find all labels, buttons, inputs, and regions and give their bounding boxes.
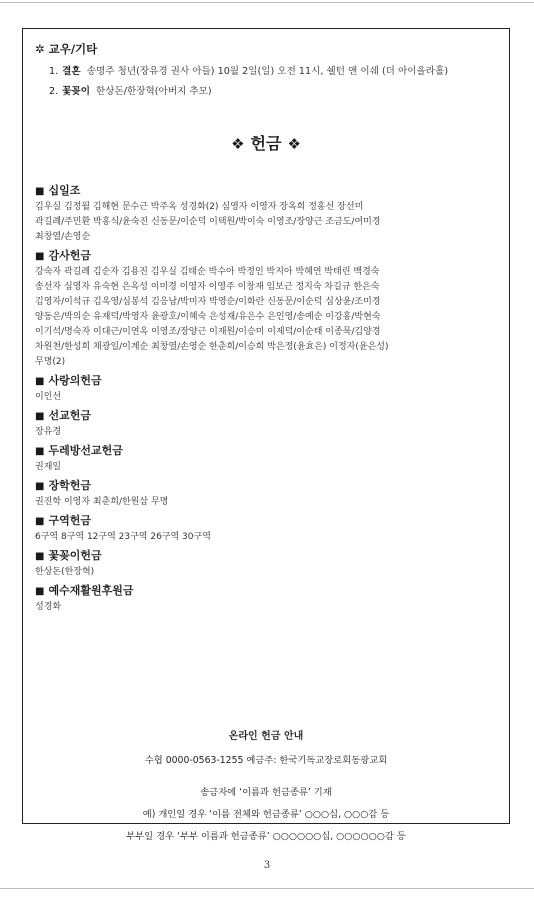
event-detail: 송명주 청년(장유경 권사 아들) 10월 2일(일) 오전 11시, 쉘턴 앤 이쉐 (더 아이올라홀): [86, 66, 449, 77]
notice-example: 부부일 경우 ‘부부 이름과 헌금종류’ ○○○○○○십, ○○○○○○감 등: [126, 831, 406, 842]
events-title: 교우/기타: [48, 42, 98, 56]
square-bullet-icon: ■: [35, 481, 45, 492]
bank-account: 수협 0000-0563-1255 예금주: 한국기독교장로회동광교회: [144, 755, 388, 766]
event-detail: 한상돈/한장혁(아버지 추모): [95, 86, 212, 97]
top-rule: [0, 2, 534, 3]
offering-category: [35, 407, 497, 440]
category-title: 예수재활원후원금: [48, 584, 134, 597]
offering-category: [35, 477, 497, 510]
category-title: 꽃꽂이헌금: [48, 549, 102, 562]
offering-heading: [35, 131, 497, 154]
category-title: 선교헌금: [48, 409, 91, 422]
event-item: [49, 63, 497, 77]
donor-names: 김우실 김정월 김해현 문수근 박주옥 성경화(2) 심영자 이영자 장옥희 정홍선 장선미 곽길례/주민환 박홍식/윤숙진 신동문/이순덕 이택원/박이숙 이영조/장양근 조금도/여미경 최창열/손영순: [35, 202, 381, 242]
category-title: 사랑의헌금: [48, 374, 102, 387]
donor-names: 성경화: [35, 602, 62, 612]
offering-category: [35, 442, 497, 475]
page-number: 3: [263, 860, 271, 871]
donor-names: 강숙자 곽길례 김순자 김용진 김우실 김태순 박수아 박정인 박지아 박혜연 박태린 백경숙 송선자 심영자 유숙현 은옥성 이미경 이영자 이영주 이창재 임보근 정지숙 차길규 한은숙 김영자/이석규 김옥영/심봉석 김응남/박미자 박영순/이화란 신동문/이순덕 심상윤/조미경 양동은/박의순 유재덕/박영자 윤광호/이혜숙 은성재/유은수 은인영/송예순 이강홍/박현숙 이기석/명숙자 이대근/이연옥 이영조/장양근 이재원/이승미 이제덕/이순태 이종묵/김양경 차원천/한성희 채광일/이계순 최창열/손영순 한춘희/이승희 박은정(윤효은) 이정자(윤은성) 무명(2): [35, 267, 389, 367]
square-bullet-icon: ■: [35, 251, 45, 262]
category-title: 십일조: [48, 184, 81, 197]
events-heading: [35, 41, 497, 57]
asterisk-icon: ✲: [35, 42, 45, 56]
category-title: 장학헌금: [48, 479, 91, 492]
bulletin-frame: [22, 28, 510, 842]
donor-names: 장유경: [35, 427, 62, 437]
offering-title: 헌금: [250, 134, 282, 153]
offering-category: [35, 547, 497, 580]
offering-category: [35, 582, 497, 615]
square-bullet-icon: ■: [35, 376, 45, 387]
online-offering-notice: [23, 727, 509, 850]
offering-category: [35, 372, 497, 405]
notice-title: 온라인 헌금 안내: [228, 731, 304, 742]
square-bullet-icon: ■: [35, 516, 45, 527]
square-bullet-icon: ■: [35, 186, 45, 197]
category-title: 두레방선교헌금: [48, 444, 123, 457]
square-bullet-icon: ■: [35, 551, 45, 562]
square-bullet-icon: ■: [35, 446, 45, 457]
diamond-icon: ❖: [287, 135, 301, 153]
offering-category: [35, 182, 497, 245]
category-title: 구역헌금: [48, 514, 91, 527]
square-bullet-icon: ■: [35, 411, 45, 422]
square-bullet-icon: ■: [35, 586, 45, 597]
event-kind: 꽃꽂이: [62, 86, 90, 97]
offering-category: [35, 512, 497, 545]
event-kind: 결혼: [62, 66, 81, 77]
donor-names: 권재일: [35, 462, 62, 472]
donor-names: 이인선: [35, 392, 62, 402]
notice-example: 예) 개인일 경우 ‘이름 전체와 헌금종류’ ○○○십, ○○○감 등: [142, 809, 390, 820]
donor-names: 권진학 이영자 최춘희/한원삼 무명: [35, 497, 169, 507]
category-title: 감사헌금: [48, 249, 91, 262]
donor-names: 한상돈(한장혁): [35, 567, 95, 577]
notice-instruction: 송금자에 ‘이름과 헌금종류’ 기재: [200, 787, 332, 798]
offering-category: [35, 247, 497, 370]
donor-names: 6구역 8구역 12구역 23구역 26구역 30구역: [35, 532, 211, 542]
diamond-icon: ❖: [231, 135, 245, 153]
bottom-rule: [0, 888, 534, 889]
event-number: 2.: [49, 86, 59, 97]
event-item: [49, 83, 497, 97]
event-number: 1.: [49, 66, 59, 77]
